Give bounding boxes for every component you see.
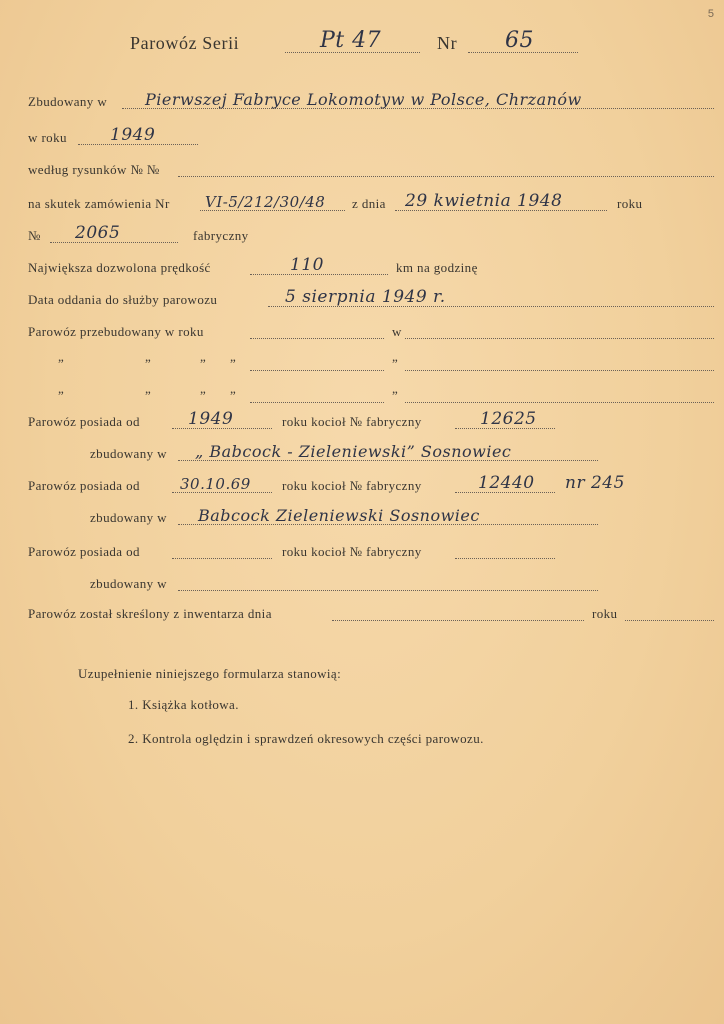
order-year-suffix: roku [617,196,643,211]
built-in-label: Zbudowany w [28,94,108,109]
boiler-built-value: „ Babcock - Zieleniewski” Sosnowiec [195,442,512,461]
boiler-owned-value: 30.10.69 [180,475,251,493]
removed-row [0,596,724,626]
factory-number-value: 2065 [75,223,121,243]
ditto-mark: ” [58,388,65,403]
page-number: 5 [707,8,714,20]
series-label: Parowóz Serii [130,33,240,53]
boiler-number-value: 12625 [480,409,537,429]
ditto-line [250,402,384,403]
boiler-number-label: roku kocioł № fabryczny [282,414,422,429]
drawings-row [0,152,724,182]
ditto-mark: ” [392,356,399,371]
boiler-owned-label: Parowóz posiada od [28,478,140,493]
ditto-mark: ” [145,356,152,371]
boiler-built-label: zbudowany w [90,446,167,461]
factory-number-prefix: № [28,228,41,243]
series-value: Pt 47 [320,28,382,53]
order-date-value: 29 kwietnia 1948 [405,191,563,211]
boiler-number-value: 12440 [478,473,535,493]
boiler-built-line [178,590,598,591]
boiler-built-label: zbudowany w [90,510,167,525]
removed-date-line [332,620,584,621]
rebuilt-in-label: w [392,324,402,339]
factory-number-row [0,218,724,248]
service-date-label: Data oddania do służby parowozu [28,292,218,307]
order-value: VI-5/212/30/48 [205,193,326,211]
boiler-number-line [455,558,555,559]
boiler-built-row [0,500,724,530]
drawings-label: według rysunków № № [28,162,160,177]
year-label: w roku [28,130,67,145]
year-row [0,120,724,150]
removed-year-line [625,620,714,621]
built-in-row [0,84,724,114]
supplement-heading: Uzupełnienie niniejszego formularza stanowią: [78,666,342,681]
ditto-line [405,402,714,403]
boiler-built-row [0,566,724,596]
boiler-owned-row [0,534,724,564]
boiler-owned-label: Parowóz posiada od [28,414,140,429]
max-speed-value: 110 [290,255,324,275]
order-row [0,186,724,216]
boiler-number-label: roku kocioł № fabryczny [282,544,422,559]
rebuilt-label: Parowóz przebudowany w roku [28,324,204,339]
ditto-mark: ” [145,388,152,403]
removed-label: Parowóz został skreślony z inwentarza dnia [28,606,272,621]
boiler-built-value: Babcock Zieleniewski Sosnowiec [198,506,480,525]
service-date-value: 5 sierpnia 1949 r. [285,287,446,307]
factory-number-suffix: fabryczny [193,228,249,243]
ditto-mark: ” [58,356,65,371]
boiler-owned-row [0,404,724,434]
ditto-mark: ” [230,388,237,403]
service-date-row [0,282,724,312]
supplement-item: 2. Kontrola oględzin i sprawdzeń okresowych części parowozu. [128,731,484,746]
drawings-line [178,176,714,177]
ditto-line [250,370,384,371]
order-label: na skutek zamówienia Nr [28,196,170,211]
rebuilt-row [0,314,724,344]
boiler-built-row [0,436,724,466]
order-date-label: z dnia [352,196,386,211]
boiler-number-label: roku kocioł № fabryczny [282,478,422,493]
title-row [0,28,724,58]
nr-label: Nr [437,33,458,53]
built-in-value: Pierwszej Fabryce Lokomotyw w Polsce, Chrzanów [145,90,582,109]
boiler-extra-value: nr 245 [565,473,625,493]
max-speed-unit: km na godzinę [396,260,478,275]
year-value: 1949 [110,125,156,145]
rebuilt-ditto-row [0,346,724,376]
ditto-line [405,370,714,371]
boiler-built-label: zbudowany w [90,576,167,591]
ditto-mark: ” [392,388,399,403]
nr-value: 65 [505,28,534,53]
boiler-owned-row [0,468,724,498]
rebuilt-place-line [405,338,714,339]
ditto-mark: ” [230,356,237,371]
ditto-mark: ” [200,388,207,403]
rebuilt-year-line [250,338,384,339]
max-speed-row [0,250,724,280]
removed-year-suffix: roku [592,606,618,621]
boiler-owned-line [172,558,272,559]
boiler-owned-label: Parowóz posiada od [28,544,140,559]
ditto-mark: ” [200,356,207,371]
max-speed-label: Największa dozwolona prędkość [28,260,211,275]
boiler-owned-value: 1949 [188,409,234,429]
supplement-item: 1. Książka kotłowa. [128,697,239,712]
